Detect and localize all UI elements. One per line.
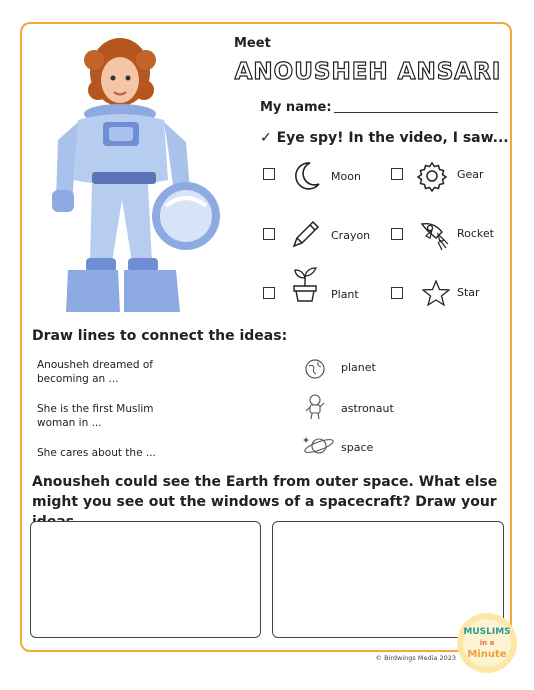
plant-icon — [290, 266, 320, 302]
connect-left-1: Anousheh dreamed of becoming an ... — [37, 359, 153, 385]
crayon-icon — [290, 218, 322, 250]
checkbox-crayon[interactable] — [263, 228, 275, 240]
saturn-icon — [302, 434, 336, 458]
meet-label: Meet — [234, 36, 271, 51]
drawing-box-left[interactable] — [30, 521, 261, 638]
copyright: © Birdwings Media 2023 — [375, 654, 456, 662]
connect-left-3: She cares about the ... — [37, 447, 156, 459]
my-name-label: My name: — [260, 100, 332, 115]
svg-text:MUSLIMS: MUSLIMS — [463, 627, 511, 637]
eye-spy-heading: ✓ Eye spy! In the video, I saw... — [260, 130, 509, 146]
rocket-icon — [416, 218, 450, 252]
svg-text:Minute: Minute — [467, 649, 507, 660]
muslims-in-a-minute-logo — [456, 612, 518, 674]
label-plant: Plant — [331, 288, 359, 301]
name-title — [232, 56, 504, 84]
label-moon: Moon — [331, 170, 361, 183]
astronaut-icon — [304, 394, 326, 420]
label-rocket: Rocket — [457, 227, 494, 240]
moon-icon — [290, 160, 322, 192]
checkbox-plant[interactable] — [263, 287, 275, 299]
connect-right-planet: planet — [341, 361, 376, 374]
svg-text:ANOUSHEH ANSARI: ANOUSHEH ANSARI — [234, 59, 502, 84]
label-star: Star — [457, 286, 480, 299]
planet-icon — [304, 358, 326, 380]
checkbox-gear[interactable] — [391, 168, 403, 180]
checkbox-rocket[interactable] — [391, 228, 403, 240]
label-crayon: Crayon — [331, 229, 371, 242]
gear-icon — [416, 160, 448, 192]
label-gear: Gear — [457, 168, 484, 181]
checkbox-moon[interactable] — [263, 168, 275, 180]
connect-heading: Draw lines to connect the ideas: — [32, 328, 288, 344]
connect-right-astronaut: astronaut — [341, 402, 394, 415]
star-icon — [422, 280, 450, 306]
connect-right-space: space — [341, 441, 374, 454]
svg-text:in a: in a — [479, 639, 495, 647]
drawing-prompt: Anousheh could see the Earth from outer space. What else might you see out the windows of a spacecraft? Draw your — [32, 474, 498, 510]
checkbox-star[interactable] — [391, 287, 403, 299]
name-write-line[interactable] — [334, 112, 498, 113]
connect-left-2: She is the first Muslim woman in ... — [37, 403, 154, 429]
astronaut-illustration — [48, 30, 228, 312]
